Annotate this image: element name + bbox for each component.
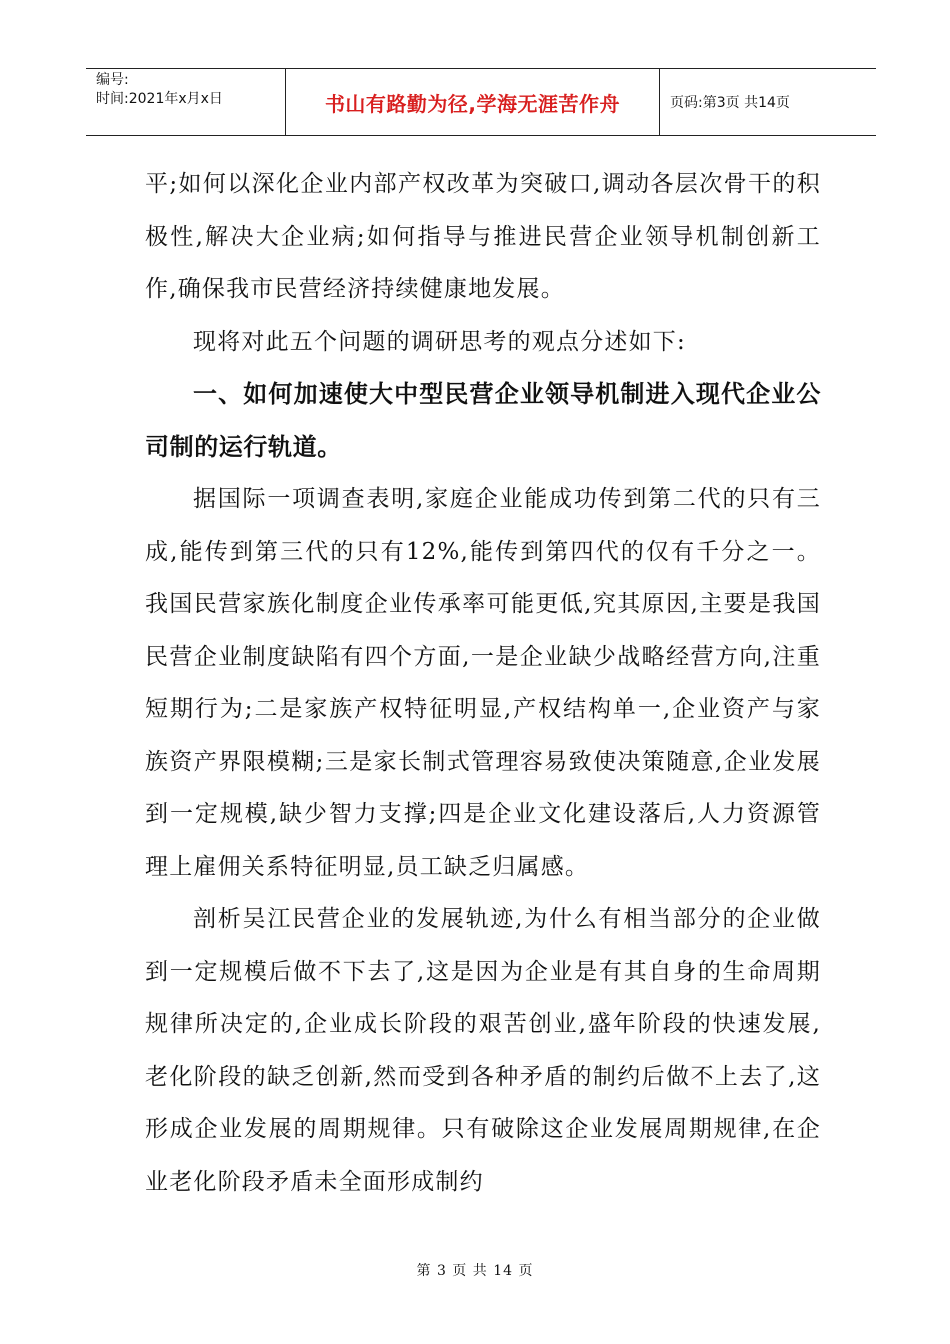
paragraph-analysis: 剖析吴江民营企业的发展轨迹,为什么有相当部分的企业做到一定规模后做不下去了,这是因为企业是有其自身的生命周期规律所决定的,企业成长阶段的艰苦创业,盛年阶段的快速发展,老化阶段的缺乏创新,然而受到各种矛盾的制约后做不上去了,这形成企业发展的周期规律。只有破除这企业发展周期规律,在企业老化阶段矛盾未全面形成制约 xyxy=(145,906,821,1195)
header-motto: 书山有路勤为径,学海无涯苦作舟 xyxy=(286,69,660,135)
header-meta xyxy=(86,69,286,135)
document-body xyxy=(145,158,821,1208)
time-label: 时间:2021年x月x日 xyxy=(96,91,223,107)
paragraph-continuation: 平;如何以深化企业内部产权改革为突破口,调动各层次骨干的积极性,解决大企业病;如何指导与推进民营企业领导机制创新工作,确保我市民营经济持续健康地发展。 xyxy=(145,171,821,302)
header-page-info: 页码:第3页 共14页 xyxy=(670,95,790,111)
page-footer: 第 3 页 共 14 页 xyxy=(416,1263,534,1279)
document-header xyxy=(86,68,876,136)
number-label: 编号: xyxy=(96,72,129,88)
paragraph-intro: 现将对此五个问题的调研思考的观点分述如下: xyxy=(193,328,686,355)
paragraph-survey: 据国际一项调查表明,家庭企业能成功传到第二代的只有三成,能传到第三代的只有12%,能传到第四代的仅有千分之一。我国民营家族化制度企业传承率可能更低,究其原因,主要是我国民营企业制度缺陷有四个方面,一是企业缺少战略经营方向,注重短期行为;二是家族产权特征明显,产权结构单一,企业资产与家族资产界限模糊;三是家长制式管理容易致使决策随意,企业发展到一定规模,缺少智力支撑;四是企业文化建设落后,人力资源管理上雇佣关系特征明显,员工缺乏归属感。 xyxy=(145,486,821,880)
section-heading: 一、如何加速使大中型民营企业领导机制进入现代企业公司制的运行轨道。 xyxy=(145,380,821,461)
